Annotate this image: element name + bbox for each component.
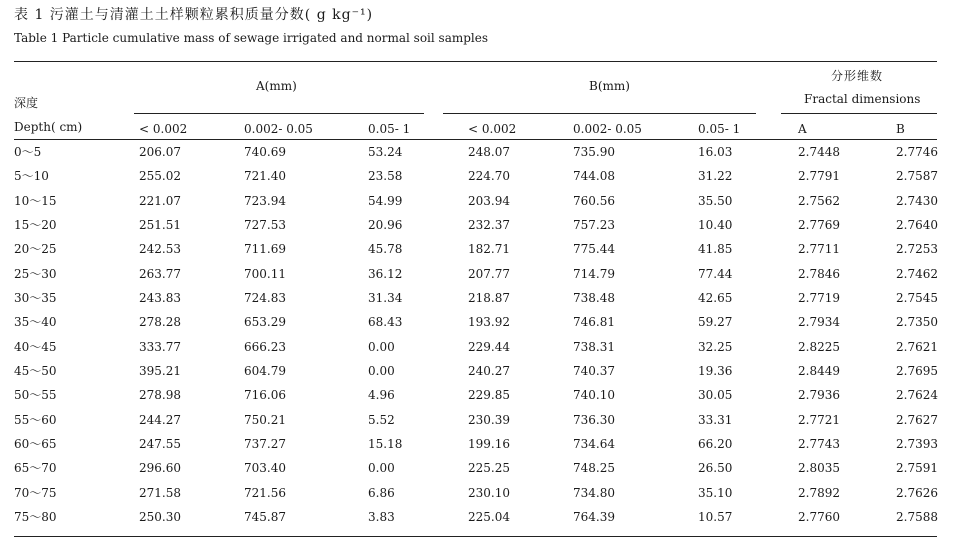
value-cell: 2.7621 [896, 340, 938, 354]
depth-cell: 10～15 [14, 194, 57, 208]
depth-cell: 35～40 [14, 315, 57, 329]
value-cell: 41.85 [698, 242, 733, 256]
value-cell: 16.03 [698, 145, 733, 159]
value-cell: 4.96 [368, 388, 395, 402]
table-title-cn: 表 1 污灌土与清灌土土样颗粒累积质量分数( g kg⁻¹) [14, 7, 374, 23]
value-cell: 2.8449 [798, 364, 840, 378]
value-cell: 2.7591 [896, 461, 938, 475]
depth-cell: 55～60 [14, 413, 57, 427]
value-cell: 740.10 [573, 388, 615, 402]
value-cell: 2.7769 [798, 218, 840, 232]
depth-cell: 25～30 [14, 267, 57, 281]
value-cell: 263.77 [139, 267, 181, 281]
value-cell: 229.44 [468, 340, 510, 354]
value-cell: 2.7640 [896, 218, 938, 232]
depth-cell: 5～10 [14, 169, 49, 183]
value-cell: 247.55 [139, 437, 181, 451]
value-cell: 2.7562 [798, 194, 840, 208]
value-cell: 31.22 [698, 169, 733, 183]
value-cell: 2.7934 [798, 315, 840, 329]
value-cell: 653.29 [244, 315, 286, 329]
sub-a-005-1-header: 0.05- 1 [368, 122, 411, 136]
value-cell: 66.20 [698, 437, 733, 451]
header-group-a: A(mm) [256, 79, 297, 93]
value-cell: 255.02 [139, 169, 181, 183]
value-cell: 199.16 [468, 437, 510, 451]
value-cell: 2.8225 [798, 340, 840, 354]
value-cell: 10.40 [698, 218, 733, 232]
value-cell: 242.53 [139, 242, 181, 256]
value-cell: 26.50 [698, 461, 733, 475]
value-cell: 221.07 [139, 194, 181, 208]
value-cell: 721.40 [244, 169, 286, 183]
depth-cell: 60～65 [14, 437, 57, 451]
value-cell: 738.48 [573, 291, 615, 305]
fractal-rule [781, 113, 937, 114]
value-cell: 182.71 [468, 242, 510, 256]
depth-cell: 45～50 [14, 364, 57, 378]
value-cell: 20.96 [368, 218, 403, 232]
sub-fractal-b-header: B [896, 122, 905, 136]
value-cell: 33.31 [698, 413, 733, 427]
value-cell: 15.18 [368, 437, 403, 451]
header-rule [14, 139, 937, 140]
value-cell: 278.28 [139, 315, 181, 329]
value-cell: 666.23 [244, 340, 286, 354]
value-cell: 251.51 [139, 218, 181, 232]
depth-cell: 50～55 [14, 388, 57, 402]
value-cell: 736.30 [573, 413, 615, 427]
value-cell: 757.23 [573, 218, 615, 232]
value-cell: 19.36 [698, 364, 733, 378]
depth-cell: 30～35 [14, 291, 57, 305]
value-cell: 0.00 [368, 364, 395, 378]
value-cell: 2.7253 [896, 242, 938, 256]
value-cell: 10.57 [698, 510, 733, 524]
value-cell: 240.27 [468, 364, 510, 378]
value-cell: 250.30 [139, 510, 181, 524]
value-cell: 271.58 [139, 486, 181, 500]
depth-cell: 15～20 [14, 218, 57, 232]
value-cell: 229.85 [468, 388, 510, 402]
group-b-rule [443, 113, 756, 114]
depth-cell: 0～5 [14, 145, 42, 159]
value-cell: 244.27 [139, 413, 181, 427]
value-cell: 2.7711 [798, 242, 840, 256]
value-cell: 735.90 [573, 145, 615, 159]
value-cell: 3.83 [368, 510, 395, 524]
value-cell: 68.43 [368, 315, 403, 329]
sub-a-0002-005-header: 0.002- 0.05 [244, 122, 313, 136]
value-cell: 0.00 [368, 340, 395, 354]
value-cell: 2.7791 [798, 169, 840, 183]
value-cell: 225.25 [468, 461, 510, 475]
value-cell: 243.83 [139, 291, 181, 305]
value-cell: 740.69 [244, 145, 286, 159]
value-cell: 744.08 [573, 169, 615, 183]
value-cell: 745.87 [244, 510, 286, 524]
value-cell: 333.77 [139, 340, 181, 354]
value-cell: 203.94 [468, 194, 510, 208]
top-rule [14, 61, 937, 62]
header-fractal-cn: 分形维数 [831, 69, 884, 83]
value-cell: 2.7350 [896, 315, 938, 329]
value-cell: 746.81 [573, 315, 615, 329]
value-cell: 2.7936 [798, 388, 840, 402]
depth-cell: 40～45 [14, 340, 57, 354]
value-cell: 2.7588 [896, 510, 938, 524]
value-cell: 2.7743 [798, 437, 840, 451]
value-cell: 748.25 [573, 461, 615, 475]
value-cell: 218.87 [468, 291, 510, 305]
value-cell: 224.70 [468, 169, 510, 183]
depth-cell: 65～70 [14, 461, 57, 475]
value-cell: 2.7545 [896, 291, 938, 305]
value-cell: 230.10 [468, 486, 510, 500]
value-cell: 35.50 [698, 194, 733, 208]
value-cell: 296.60 [139, 461, 181, 475]
value-cell: 2.7393 [896, 437, 938, 451]
value-cell: 724.83 [244, 291, 286, 305]
group-a-rule [134, 113, 424, 114]
value-cell: 760.56 [573, 194, 615, 208]
bottom-rule [14, 536, 937, 537]
value-cell: 716.06 [244, 388, 286, 402]
value-cell: 2.7760 [798, 510, 840, 524]
table-title-en: Table 1 Particle cumulative mass of sewage irrigated and normal soil samples [14, 31, 489, 45]
value-cell: 6.86 [368, 486, 395, 500]
value-cell: 727.53 [244, 218, 286, 232]
value-cell: 35.10 [698, 486, 733, 500]
header-group-b: B(mm) [589, 79, 630, 93]
sub-a-lt0002-header: < 0.002 [139, 122, 188, 136]
value-cell: 737.27 [244, 437, 286, 451]
value-cell: 2.7721 [798, 413, 840, 427]
value-cell: 53.24 [368, 145, 403, 159]
value-cell: 54.99 [368, 194, 403, 208]
value-cell: 2.7892 [798, 486, 840, 500]
value-cell: 30.05 [698, 388, 733, 402]
value-cell: 2.7627 [896, 413, 938, 427]
value-cell: 45.78 [368, 242, 403, 256]
value-cell: 721.56 [244, 486, 286, 500]
value-cell: 734.80 [573, 486, 615, 500]
value-cell: 2.7846 [798, 267, 840, 281]
depth-cell: 70～75 [14, 486, 57, 500]
value-cell: 278.98 [139, 388, 181, 402]
value-cell: 604.79 [244, 364, 286, 378]
value-cell: 734.64 [573, 437, 615, 451]
value-cell: 193.92 [468, 315, 510, 329]
value-cell: 32.25 [698, 340, 733, 354]
sub-b-lt0002-header: < 0.002 [468, 122, 517, 136]
depth-cell: 75～80 [14, 510, 57, 524]
value-cell: 703.40 [244, 461, 286, 475]
header-depth-en: Depth( cm) [14, 120, 83, 134]
value-cell: 764.39 [573, 510, 615, 524]
value-cell: 232.37 [468, 218, 510, 232]
value-cell: 23.58 [368, 169, 403, 183]
value-cell: 230.39 [468, 413, 510, 427]
value-cell: 738.31 [573, 340, 615, 354]
value-cell: 207.77 [468, 267, 510, 281]
value-cell: 31.34 [368, 291, 403, 305]
value-cell: 2.7746 [896, 145, 938, 159]
value-cell: 775.44 [573, 242, 615, 256]
value-cell: 395.21 [139, 364, 181, 378]
value-cell: 206.07 [139, 145, 181, 159]
value-cell: 714.79 [573, 267, 615, 281]
sub-fractal-a-header: A [798, 122, 807, 136]
value-cell: 2.7462 [896, 267, 938, 281]
value-cell: 2.7448 [798, 145, 840, 159]
value-cell: 42.65 [698, 291, 733, 305]
value-cell: 77.44 [698, 267, 733, 281]
value-cell: 723.94 [244, 194, 286, 208]
value-cell: 225.04 [468, 510, 510, 524]
value-cell: 2.7624 [896, 388, 938, 402]
value-cell: 740.37 [573, 364, 615, 378]
value-cell: 0.00 [368, 461, 395, 475]
value-cell: 59.27 [698, 315, 733, 329]
value-cell: 2.7626 [896, 486, 938, 500]
value-cell: 711.69 [244, 242, 286, 256]
depth-cell: 20～25 [14, 242, 57, 256]
value-cell: 2.7719 [798, 291, 840, 305]
value-cell: 2.7587 [896, 169, 938, 183]
value-cell: 248.07 [468, 145, 510, 159]
value-cell: 5.52 [368, 413, 395, 427]
value-cell: 2.7430 [896, 194, 938, 208]
value-cell: 2.7695 [896, 364, 938, 378]
header-depth-cn: 深度 [14, 96, 39, 110]
value-cell: 2.8035 [798, 461, 840, 475]
value-cell: 750.21 [244, 413, 286, 427]
sub-b-0002-005-header: 0.002- 0.05 [573, 122, 642, 136]
value-cell: 700.11 [244, 267, 286, 281]
sub-b-005-1-header: 0.05- 1 [698, 122, 741, 136]
value-cell: 36.12 [368, 267, 403, 281]
header-fractal-en: Fractal dimensions [804, 92, 921, 106]
